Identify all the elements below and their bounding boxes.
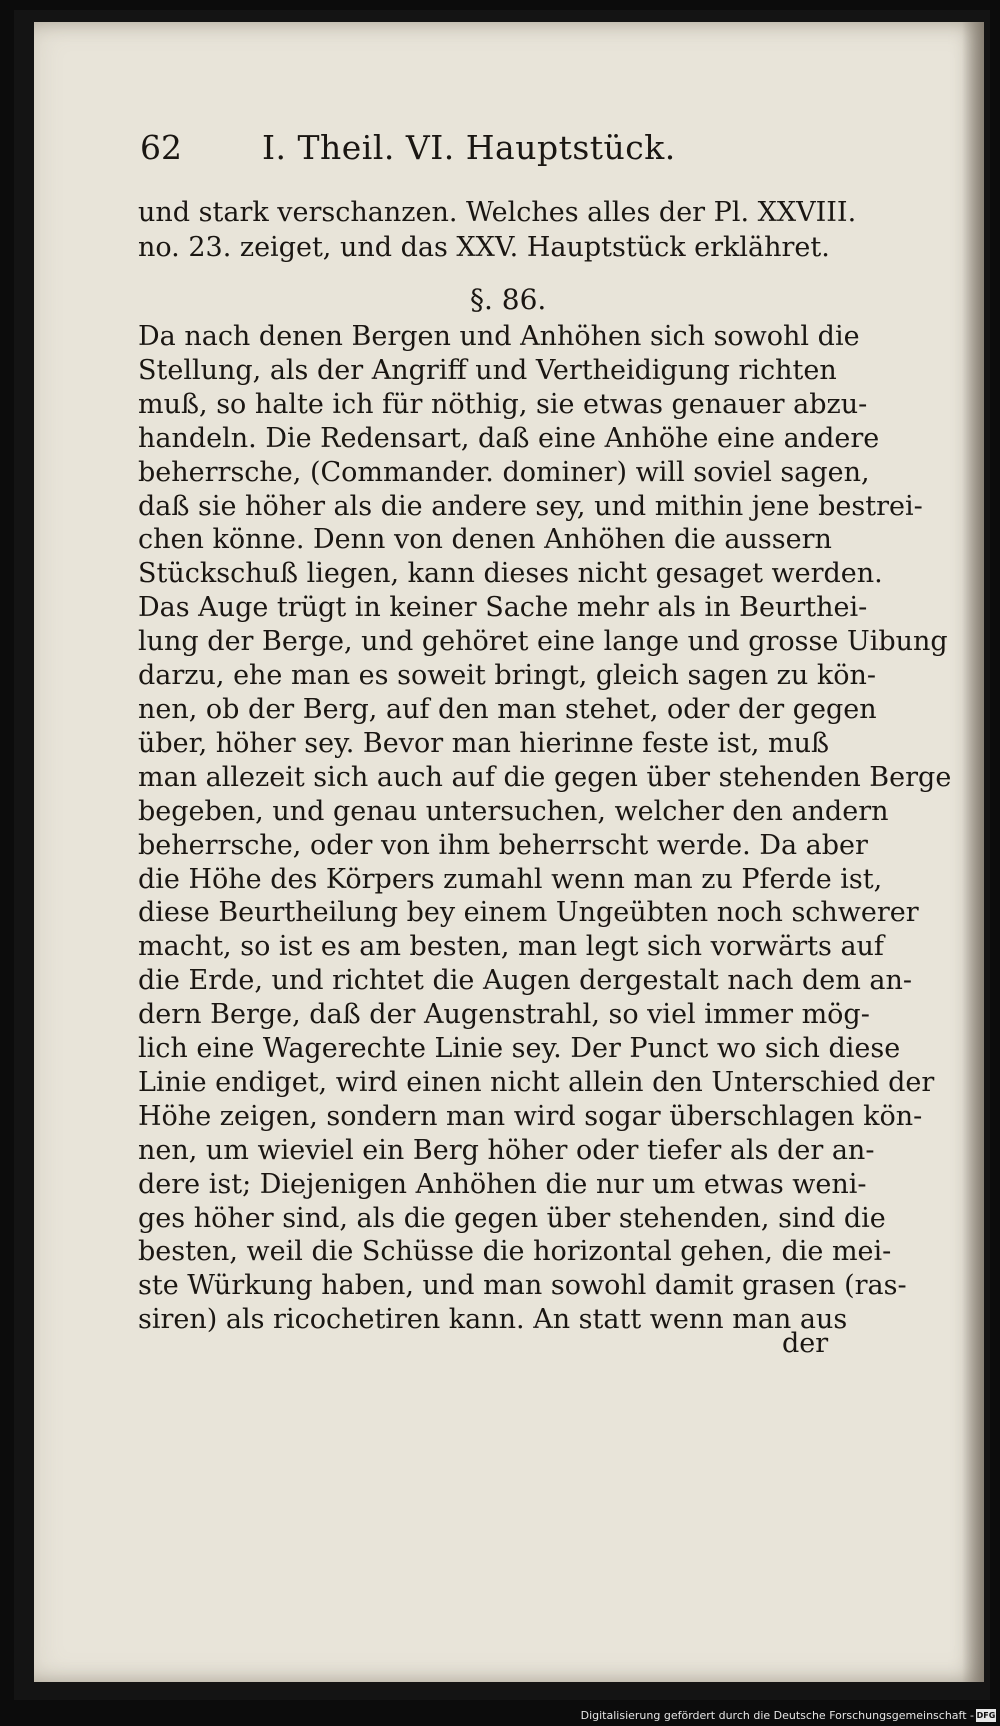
- text-line: und stark verschanzen. Welches alles der Pl. XXVIII.: [138, 197, 857, 228]
- text-line: nen, um wieviel ein Berg höher oder tiefer als der an-: [138, 1134, 875, 1166]
- text-line: no. 23. zeiget, und das XXV. Hauptstück erklähret.: [138, 231, 830, 263]
- text-line: dere ist; Diejenigen Anhöhen die nur um etwas weni-: [138, 1168, 867, 1200]
- text-line: beherrsche, oder von ihm beherrscht werde. Da aber: [138, 829, 868, 861]
- text-line: Stückschuß liegen, kann dieses nicht gesaget werden.: [138, 558, 883, 590]
- text-line: nen, ob der Berg, auf den man stehet, oder der gegen: [138, 693, 877, 725]
- text-line: besten, weil die Schüsse die horizontal gehen, die mei-: [138, 1236, 892, 1268]
- text-line: daß sie höher als die andere sey, und mithin jene bestrei-: [138, 490, 923, 522]
- footer-bar: [0, 1704, 1000, 1726]
- text-line: über, höher sey. Bevor man hierinne feste ist, muß: [138, 727, 830, 759]
- text-line: Da nach denen Bergen und Anhöhen sich sowohl die: [138, 321, 860, 352]
- text-line: lich eine Wagerechte Linie sey. Der Punct wo sich diese: [138, 1033, 901, 1065]
- page-header: [140, 128, 740, 180]
- text-line: Das Auge trügt in keiner Sache mehr als in Beurthei-: [138, 592, 868, 624]
- text-line: begeben, und genau untersuchen, welcher den andern: [138, 795, 889, 827]
- text-line: macht, so ist es am besten, man legt sich vorwärts auf: [138, 931, 884, 963]
- text-line: darzu, ehe man es soweit bringt, gleich sagen zu kön-: [138, 660, 877, 692]
- text-line: die Höhe des Körpers zumahl wenn man zu Pferde ist,: [138, 863, 883, 895]
- text-line: muß, so halte ich für nöthig, sie etwas genauer abzu-: [138, 388, 868, 420]
- running-head: I. Theil. VI. Hauptstück.: [262, 128, 676, 167]
- text-line: siren) als ricochetiren kann. An statt wenn man aus: [138, 1304, 848, 1336]
- section-heading: §. 86.: [470, 283, 547, 316]
- dfg-logo: DFG: [976, 1711, 996, 1720]
- text-line: Höhe zeigen, sondern man wird sogar überschlagen kön-: [138, 1100, 923, 1132]
- text-line: man allezeit sich auch auf die gegen über stehenden Berge: [138, 761, 952, 793]
- footer-note: Digitalisierung gefördert durch die Deutsche Forschungsgemeinschaft -: [580, 1709, 974, 1722]
- catchword: der: [782, 1328, 829, 1359]
- intro-text: [138, 196, 857, 265]
- text-line: diese Beurtheilung bey einem Ungeübten noch schwerer: [138, 897, 919, 929]
- text-line: lung der Berge, und gehöret eine lange und grosse Uibung: [138, 626, 948, 658]
- text-line: handeln. Die Redensart, daß eine Anhöhe eine andere: [138, 422, 880, 454]
- text-line: Stellung, als der Angriff und Vertheidigung richten: [138, 354, 837, 386]
- page-edge-shadow: [962, 22, 984, 1682]
- text-line: ges höher sind, als die gegen über stehenden, sind die: [138, 1202, 886, 1234]
- text-line: Linie endiget, wird einen nicht allein den Unterschied der: [138, 1066, 935, 1098]
- text-line: die Erde, und richtet die Augen dergestalt nach dem an-: [138, 965, 913, 997]
- text-line: chen könne. Denn von denen Anhöhen die aussern: [138, 524, 832, 556]
- paragraph: [138, 320, 952, 1337]
- text-line: dern Berge, daß der Augenstrahl, so viel immer mög-: [138, 999, 870, 1031]
- text-line: ste Würkung haben, und man sowohl damit grasen (ras-: [138, 1270, 907, 1302]
- page-number: 62: [140, 128, 182, 167]
- text-line: beherrsche, (Commander. dominer) will soviel sagen,: [138, 456, 870, 488]
